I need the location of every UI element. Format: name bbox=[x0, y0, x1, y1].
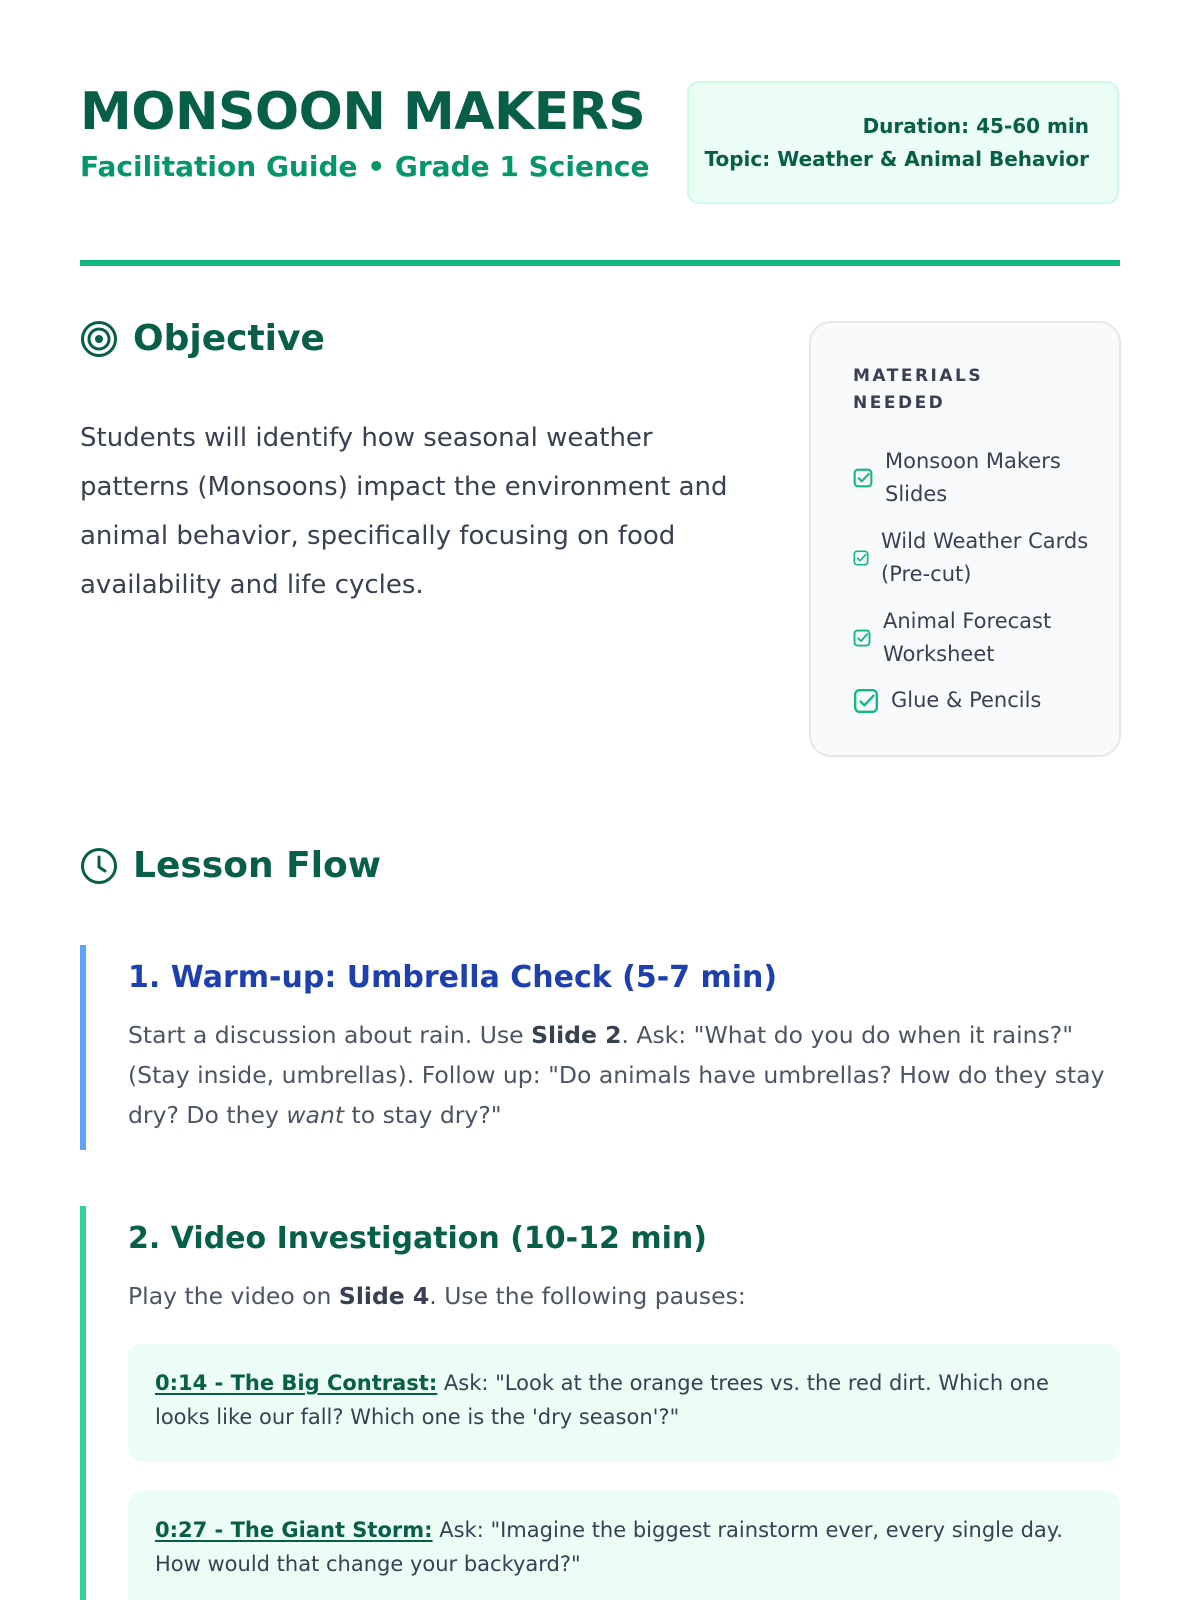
pause-description bbox=[155, 1513, 1094, 1581]
document-title: MONSOON MAKERS bbox=[80, 82, 646, 142]
target-icon bbox=[80, 320, 118, 358]
material-item bbox=[853, 445, 1093, 511]
pause-timestamp-label: 0:14 - The Big Contrast: bbox=[155, 1371, 438, 1395]
pause-description bbox=[155, 1366, 1094, 1434]
lesson-flow-heading-label: Lesson Flow bbox=[133, 845, 382, 886]
material-item bbox=[853, 525, 1093, 591]
pause-text: Ask: "Imagine the biggest rainstorm ever, every single day. How would that change your backyard?" bbox=[155, 1518, 1063, 1576]
checkbox-icon bbox=[853, 468, 873, 488]
lesson-meta-box bbox=[687, 81, 1119, 204]
topic-text: Topic: Weather & Animal Behavior bbox=[704, 146, 1089, 171]
video-pause-box bbox=[128, 1491, 1120, 1600]
emphasis-text: want bbox=[286, 1101, 345, 1129]
step-text: Start a discussion about rain. Use bbox=[128, 1021, 532, 1049]
lesson-flow-heading bbox=[80, 845, 381, 886]
step-title: 2. Video Investigation (10-12 min) bbox=[128, 1221, 707, 1256]
checkbox-icon bbox=[853, 550, 869, 566]
materials-card bbox=[809, 321, 1121, 757]
slide-reference: Slide 4 bbox=[338, 1282, 430, 1310]
step-description bbox=[128, 1276, 1118, 1316]
material-label: Monsoon Makers Slides bbox=[885, 449, 1061, 506]
objective-heading bbox=[80, 318, 325, 359]
step-text: . Ask: "What do you do when it rains?" (Stay inside, umbrellas). Follow up: "Do animals have umbrellas? How do they stay dry? Do they bbox=[128, 1021, 1105, 1129]
pause-text: Ask: "Look at the orange trees vs. the red dirt. Which one looks like our fall? Which one is the 'dry season'?" bbox=[155, 1371, 1049, 1429]
lesson-step-video bbox=[80, 1206, 1120, 1600]
step-text: Play the video on bbox=[128, 1282, 339, 1310]
step-description bbox=[128, 1015, 1118, 1135]
lesson-step-warmup bbox=[80, 945, 1120, 1150]
document-subtitle: Facilitation Guide • Grade 1 Science bbox=[80, 150, 650, 183]
material-label: Wild Weather Cards (Pre-cut) bbox=[881, 529, 1089, 586]
material-label: Animal Forecast Worksheet bbox=[883, 609, 1052, 666]
step-text: . Use the following pauses: bbox=[429, 1282, 746, 1310]
materials-title: MATERIALS NEEDED bbox=[853, 366, 984, 413]
material-item bbox=[853, 684, 1093, 717]
checkbox-icon bbox=[853, 629, 871, 647]
clock-icon bbox=[80, 847, 118, 885]
video-pause-box bbox=[128, 1344, 1120, 1462]
checkbox-icon bbox=[853, 688, 879, 714]
duration-text: Duration: 45-60 min bbox=[862, 113, 1089, 138]
material-label: Glue & Pencils bbox=[891, 688, 1042, 712]
pause-timestamp-label: 0:27 - The Giant Storm: bbox=[155, 1518, 433, 1542]
objective-text: Students will identify how seasonal weather patterns (Monsoons) impact the environment and animal behavior, specifically focusing on food availability and life cycles. bbox=[80, 423, 728, 600]
objective-heading-label: Objective bbox=[133, 318, 325, 359]
material-item bbox=[853, 605, 1093, 671]
slide-reference: Slide 2 bbox=[531, 1021, 622, 1049]
step-title: 1. Warm-up: Umbrella Check (5-7 min) bbox=[128, 960, 778, 995]
header-divider bbox=[80, 260, 1120, 266]
step-text: to stay dry?" bbox=[344, 1101, 502, 1129]
